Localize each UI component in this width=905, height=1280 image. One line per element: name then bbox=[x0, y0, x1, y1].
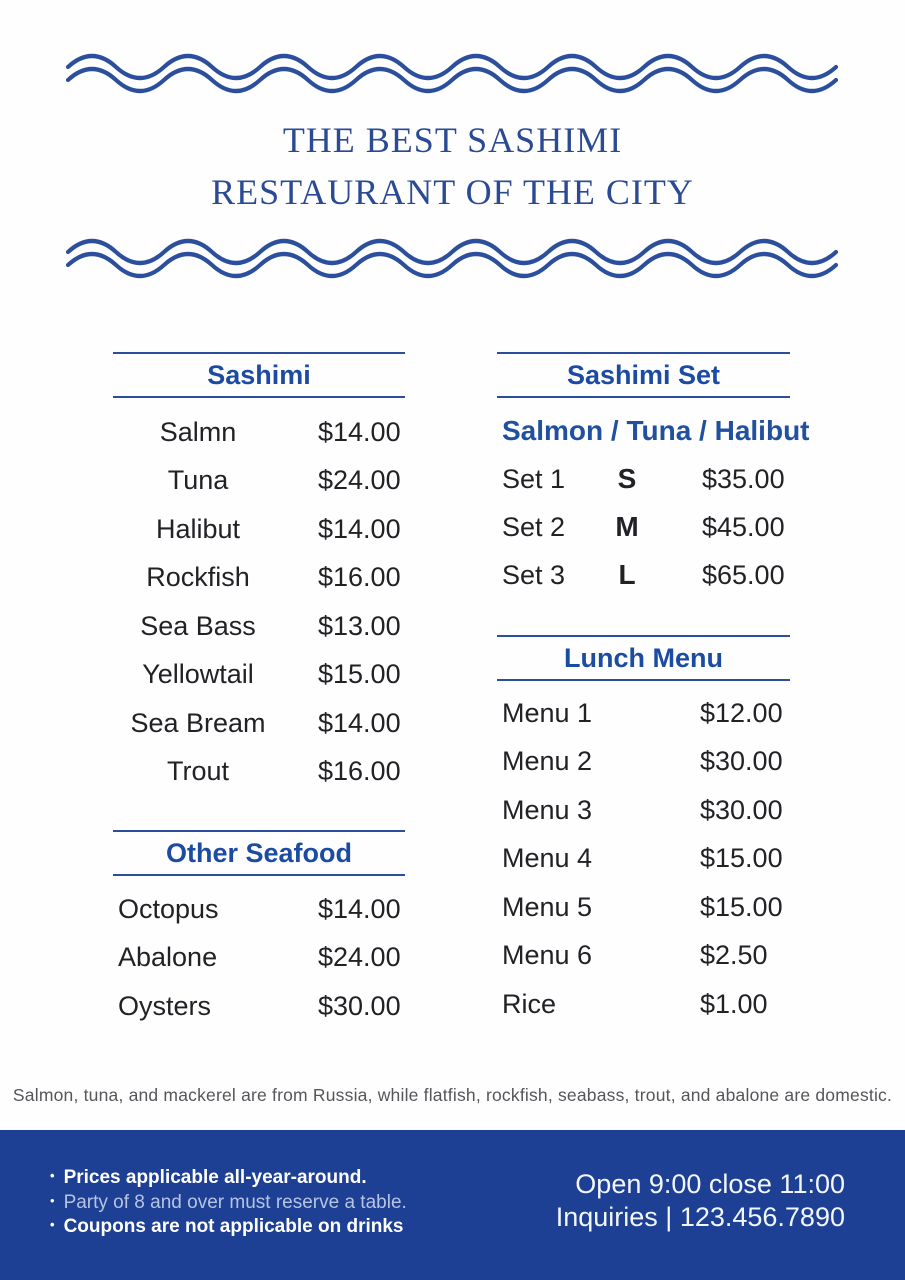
bullet-icon: • bbox=[50, 1217, 55, 1232]
item-name: Rockfish bbox=[146, 562, 250, 593]
item-price: $1.00 bbox=[700, 988, 768, 1019]
bullet-icon: • bbox=[50, 1168, 55, 1183]
item-price: $14.00 bbox=[318, 893, 401, 924]
footer-note-line bbox=[50, 1167, 407, 1192]
section-header-sashimi-set bbox=[497, 352, 790, 398]
set-label: Set 3 bbox=[502, 559, 566, 590]
menu-item-row bbox=[497, 835, 790, 884]
footer-note-text: Prices applicable all-year-around. bbox=[63, 1167, 367, 1188]
item-price: $15.00 bbox=[700, 891, 783, 922]
menu-item-row bbox=[113, 505, 405, 554]
item-price: $14.00 bbox=[318, 707, 401, 738]
menu-item-row bbox=[497, 883, 790, 932]
set-row bbox=[497, 455, 790, 503]
title-line-1: THE BEST SASHIMI bbox=[282, 120, 623, 160]
item-price: $14.00 bbox=[318, 416, 401, 447]
item-name: Rice bbox=[502, 988, 557, 1019]
menu-item-row bbox=[113, 651, 405, 700]
item-name: Yellowtail bbox=[142, 659, 254, 690]
section-header-lunch-menu bbox=[497, 635, 790, 681]
section-header-other-seafood bbox=[113, 830, 405, 876]
opening-hours: Open 9:00 close 11:00 bbox=[575, 1169, 845, 1199]
item-price: $30.00 bbox=[700, 746, 783, 777]
set-size: L bbox=[618, 559, 636, 590]
section-title: Sashimi bbox=[207, 359, 311, 390]
item-price: $14.00 bbox=[318, 513, 401, 544]
menu-item-row bbox=[113, 408, 405, 457]
item-price: $2.50 bbox=[700, 940, 768, 971]
item-price: $15.00 bbox=[700, 843, 783, 874]
set-price: $35.00 bbox=[702, 463, 785, 494]
footer-bar bbox=[0, 1130, 905, 1280]
menu-item-row bbox=[497, 738, 790, 787]
bullet-icon: • bbox=[50, 1192, 55, 1208]
item-name: Halibut bbox=[155, 513, 241, 544]
wave-divider-icon bbox=[66, 238, 838, 284]
section-header-sashimi bbox=[113, 352, 405, 398]
item-name: Menu 2 bbox=[502, 746, 593, 777]
title-line-2: RESTAURANT OF THE CITY bbox=[211, 172, 694, 212]
item-name: Menu 1 bbox=[502, 697, 593, 728]
menu-item-row bbox=[113, 885, 405, 934]
item-name: Sea Bass bbox=[140, 610, 256, 641]
item-name: Menu 5 bbox=[502, 891, 593, 922]
set-price: $65.00 bbox=[702, 559, 785, 590]
sashimi-set-subtitle: Salmon / Tuna / Halibut bbox=[502, 415, 810, 446]
sashimi-set-list bbox=[497, 455, 790, 599]
menu-item-row bbox=[113, 982, 405, 1031]
section-title: Lunch Menu bbox=[564, 642, 723, 673]
menu-item-row bbox=[113, 602, 405, 651]
menu-item-row bbox=[113, 554, 405, 603]
section-title: Other Seafood bbox=[165, 837, 353, 868]
item-name: Menu 6 bbox=[502, 940, 593, 971]
item-price: $15.00 bbox=[318, 659, 401, 690]
item-name: Salmn bbox=[159, 416, 237, 447]
set-price: $45.00 bbox=[702, 511, 785, 542]
item-name: Trout bbox=[166, 756, 229, 787]
menu-column-left bbox=[113, 340, 405, 1031]
restaurant-title bbox=[0, 114, 905, 218]
item-name: Sea Bream bbox=[130, 707, 266, 738]
footer-note-line bbox=[50, 1216, 407, 1241]
menu-item-row bbox=[113, 748, 405, 797]
item-price: $30.00 bbox=[318, 990, 401, 1021]
set-label: Set 1 bbox=[502, 463, 566, 494]
set-row bbox=[497, 551, 790, 599]
menu-item-row bbox=[113, 457, 405, 506]
menu-item-row bbox=[497, 786, 790, 835]
menu-item-row bbox=[497, 932, 790, 981]
footer-note-text: Coupons are not applicable on drinks bbox=[63, 1216, 404, 1237]
set-label: Set 2 bbox=[502, 511, 566, 542]
menu-item-row bbox=[113, 699, 405, 748]
item-price: $24.00 bbox=[318, 942, 401, 973]
footer-note-text: Party of 8 and over must reserve a table. bbox=[63, 1191, 407, 1213]
footer-contact bbox=[556, 1168, 845, 1234]
lunch-menu-list bbox=[497, 689, 790, 1029]
item-name: Oysters bbox=[118, 990, 212, 1021]
sourcing-note: Salmon, tuna, and mackerel are from Russia, while flatfish, rockfish, seabass, trout, and abalone are domestic. bbox=[12, 1085, 893, 1105]
item-name: Tuna bbox=[167, 465, 229, 496]
footer-note-line bbox=[50, 1192, 407, 1217]
item-price: $16.00 bbox=[318, 562, 401, 593]
set-row bbox=[497, 503, 790, 551]
item-price: $30.00 bbox=[700, 794, 783, 825]
footer-notes bbox=[50, 1167, 407, 1241]
set-size: M bbox=[615, 511, 639, 542]
item-name: Menu 4 bbox=[502, 843, 593, 874]
sashimi-item-list bbox=[113, 408, 405, 796]
inquiries-phone: Inquiries | 123.456.7890 bbox=[555, 1202, 845, 1232]
menu-item-row bbox=[113, 934, 405, 983]
section-title: Sashimi Set bbox=[566, 359, 721, 390]
item-price: $13.00 bbox=[318, 610, 401, 641]
item-name: Menu 3 bbox=[502, 794, 593, 825]
item-price: $24.00 bbox=[318, 465, 401, 496]
item-price: $12.00 bbox=[700, 697, 783, 728]
item-price: $16.00 bbox=[318, 756, 401, 787]
menu-column-right bbox=[497, 340, 810, 1029]
item-name: Octopus bbox=[118, 893, 219, 924]
item-name: Abalone bbox=[118, 942, 218, 973]
menu-item-row bbox=[497, 980, 790, 1029]
menu-item-row bbox=[497, 689, 790, 738]
set-size: S bbox=[617, 463, 637, 494]
wave-divider-icon bbox=[66, 53, 838, 99]
other-seafood-item-list bbox=[113, 885, 405, 1031]
